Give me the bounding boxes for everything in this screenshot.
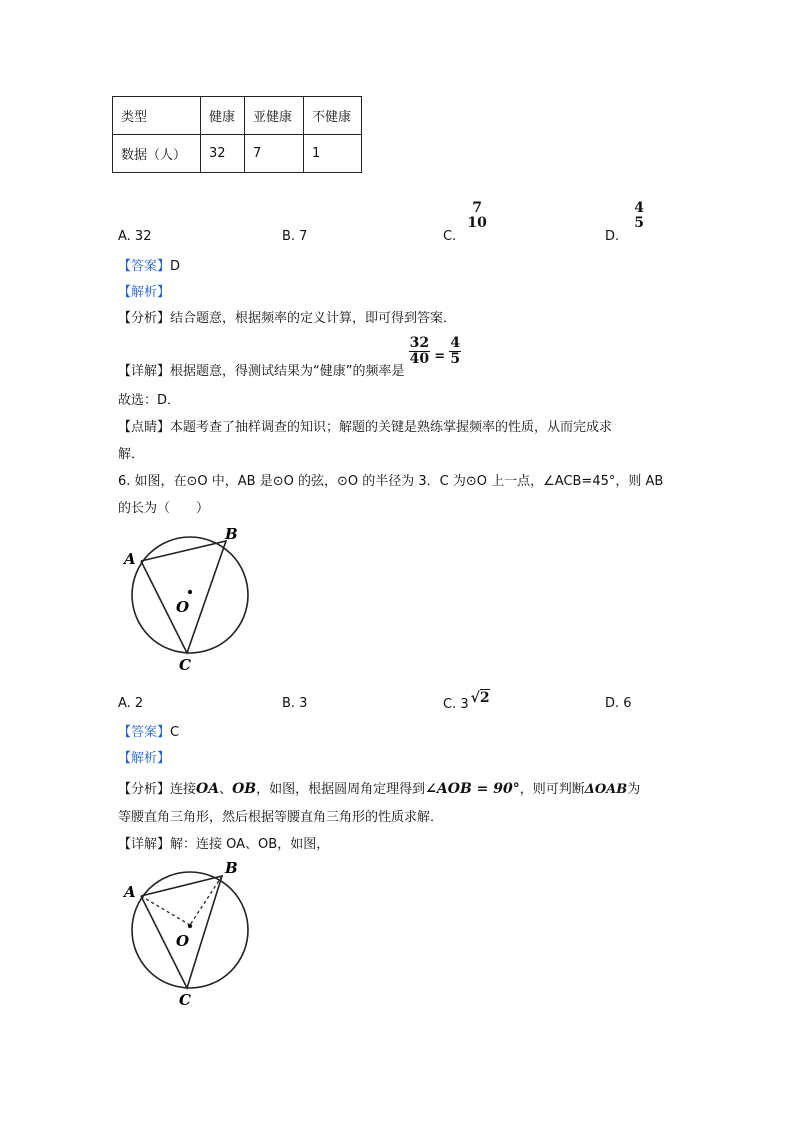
- option-c: [443, 201, 488, 244]
- option-d-prefix: D.: [605, 229, 620, 244]
- conclusion-line: 故选：D．: [118, 393, 181, 408]
- table-cell: 健康: [201, 97, 245, 135]
- question-stem: 6. 如图，在⊙O 中，AB 是⊙O 的弦，⊙O 的半径为 3．C 为⊙O 上一点，∠ACB=45°，则 AB: [118, 474, 664, 489]
- option-d: D. 6: [605, 696, 632, 711]
- analysis-tag: 【解析】: [118, 285, 171, 300]
- fenxi-text: ，如图，根据圆周角定理得到: [256, 782, 426, 797]
- fenxi-line: [118, 307, 456, 326]
- fraction-numerator: 4: [634, 200, 645, 216]
- equals-sign: =: [434, 349, 446, 364]
- center-point: [188, 590, 192, 594]
- segment-oa: OA: [196, 781, 220, 797]
- label-b: B: [225, 525, 238, 543]
- label-b: B: [225, 859, 238, 877]
- fenxi-text: 结合题意，根据频率的定义计算，即可得到答案．: [170, 311, 457, 326]
- answer-tag: 【答案】: [118, 259, 171, 274]
- question-stem-2: 的长为（ ）: [118, 501, 210, 516]
- label-c: C: [179, 991, 191, 1009]
- option-b: B. 7: [282, 229, 308, 244]
- answer-value: D: [170, 259, 181, 274]
- table-cell: 32: [201, 135, 245, 173]
- table-cell: 7: [245, 135, 304, 173]
- table-cell: 1: [304, 135, 362, 173]
- fenxi-line-2: 等腰直角三角形，然后根据等腰直角三角形的性质求解．: [118, 810, 444, 825]
- xiangjie-tag: 【详解】: [118, 837, 171, 852]
- answer-line: [118, 721, 179, 740]
- fraction-numerator: 7: [472, 200, 482, 216]
- xiangjie-line: [118, 833, 329, 852]
- circle-figure-dashed: [118, 855, 268, 1010]
- label-c: C: [179, 656, 191, 674]
- triangle-symbol: ΔOAB: [584, 782, 628, 797]
- circle-figure: [118, 520, 268, 675]
- xiangjie-tag: 【详解】: [118, 364, 171, 379]
- fraction-denominator: 10: [467, 214, 487, 231]
- table-cell: 数据（人）: [113, 135, 201, 173]
- option-a: A. 2: [118, 696, 144, 711]
- fenxi-text: 为: [627, 782, 641, 797]
- table-row: [113, 135, 362, 173]
- circle: [132, 537, 248, 653]
- dianjing-text: 本题考查了抽样调查的知识；解题的关键是熟练掌握频率的性质，从而完成求: [170, 420, 613, 435]
- option-c-prefix: C.: [443, 229, 457, 244]
- data-table: [112, 96, 362, 173]
- center-point: [188, 924, 192, 928]
- answer-value: C: [170, 725, 180, 740]
- table-cell: 不健康: [304, 97, 362, 135]
- fraction-denominator: 40: [409, 350, 430, 367]
- fraction-denominator: 5: [450, 350, 461, 367]
- answer-line: [118, 255, 180, 274]
- xiangjie-text: 根据题意，得测试结果为“健康”的频率是: [170, 364, 405, 379]
- dianjing-line-2: 解．: [118, 447, 145, 462]
- option-c: [443, 690, 490, 712]
- fraction: [633, 201, 645, 230]
- radicand: 2: [479, 690, 490, 706]
- table-cell: 亚健康: [245, 97, 304, 135]
- fenxi-text: 连接: [170, 782, 197, 797]
- table-header-row: [113, 97, 362, 135]
- circle: [132, 872, 248, 988]
- separator: 、: [219, 782, 233, 797]
- option-a: A. 32: [118, 229, 152, 244]
- xiangjie-text: 解：连接 OA、OB，如图，: [170, 837, 330, 852]
- label-a: A: [124, 883, 136, 901]
- dianjing-line: [118, 416, 612, 435]
- triangle: [141, 541, 226, 653]
- option-b: B. 3: [282, 696, 308, 711]
- label-a: A: [124, 550, 136, 568]
- fenxi-text: ，则可判断: [519, 782, 585, 797]
- fenxi-tag: 【分析】: [118, 782, 171, 797]
- label-o: O: [176, 932, 190, 950]
- fraction: [466, 201, 487, 230]
- option-c-prefix: C. 3: [443, 697, 469, 712]
- sqrt-symbol: √2: [470, 690, 490, 706]
- dianjing-tag: 【点睛】: [118, 420, 171, 435]
- answer-tag: 【答案】: [118, 725, 171, 740]
- table-cell: 类型: [113, 97, 201, 135]
- fraction-numerator: 4: [450, 335, 461, 351]
- fraction-denominator: 5: [634, 214, 645, 231]
- fenxi-line: [118, 778, 640, 797]
- fraction: [449, 336, 461, 366]
- segment-ob: OB: [232, 781, 257, 797]
- fenxi-tag: 【分析】: [118, 311, 171, 326]
- fraction-numerator: 32: [409, 335, 430, 351]
- angle-equation: ∠AOB = 90°: [425, 781, 520, 797]
- option-d: [605, 201, 645, 244]
- xiangjie-line: [118, 336, 461, 379]
- analysis-tag: 【解析】: [118, 751, 171, 766]
- label-o: O: [176, 598, 190, 616]
- fraction: [409, 336, 430, 366]
